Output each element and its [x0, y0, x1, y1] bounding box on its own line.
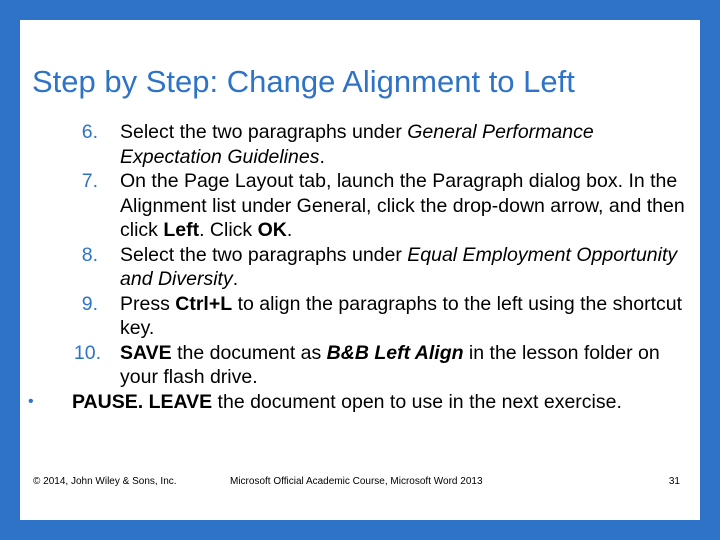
text-run: the document open to use in the next exercise.	[212, 390, 622, 413]
text-run: .	[319, 145, 325, 168]
text-run: Select the two paragraphs under	[120, 121, 408, 143]
step-number: 6.	[81, 121, 98, 143]
text-run: in the lesson folder on your flash drive.	[120, 341, 660, 388]
text-run: Ctrl+L	[175, 292, 233, 315]
text-run: On the Page Layout tab, launch the Paragraph dialog box. In the Alignment list under General, click the drop-down arrow, and then click	[120, 170, 685, 241]
step-number: 10.	[73, 341, 101, 364]
step-text	[120, 292, 700, 341]
step-text	[120, 120, 700, 169]
step-number: 7.	[81, 170, 98, 192]
slide-title: Step by Step: Change Alignment to Left	[32, 64, 575, 99]
text-run: the document as	[171, 341, 327, 364]
footer-course-name: Microsoft Official Academic Course, Microsoft Word 2013	[230, 476, 483, 487]
bullet-text	[72, 391, 622, 413]
text-run: . Click	[199, 219, 258, 241]
text-run: .	[232, 268, 239, 290]
text-run: to align the paragraphs to the left using the shortcut key.	[120, 292, 683, 339]
text-run: Press	[120, 292, 176, 315]
footer-copyright: © 2014, John Wiley & Sons, Inc.	[33, 476, 177, 487]
steps-list	[20, 120, 700, 414]
text-run: .	[286, 219, 293, 241]
step-number: 8.	[81, 243, 98, 266]
text-run: General Performance Expectation Guidelines	[120, 121, 594, 168]
text-run: OK	[257, 219, 287, 241]
step-item	[20, 292, 700, 341]
step-item	[20, 243, 700, 292]
step-text	[120, 341, 700, 390]
step-number: 9.	[81, 292, 98, 315]
text-run: PAUSE. LEAVE	[72, 390, 213, 413]
footer-page-number: 31	[668, 476, 680, 487]
text-run: Equal Employment Opportunity and Diversity	[120, 243, 678, 290]
slide-footer	[20, 472, 700, 492]
step-text	[120, 169, 700, 243]
text-run: Left	[163, 219, 200, 241]
text-run: Select the two paragraphs under	[120, 243, 408, 266]
text-run: B&B Left Align	[326, 341, 464, 364]
step-item	[20, 169, 700, 243]
step-item	[20, 341, 700, 390]
bullet-dot-icon: •	[28, 392, 34, 410]
step-text	[120, 243, 700, 292]
bullet-item	[20, 390, 700, 415]
step-item	[20, 120, 700, 169]
text-run: SAVE	[120, 341, 172, 364]
